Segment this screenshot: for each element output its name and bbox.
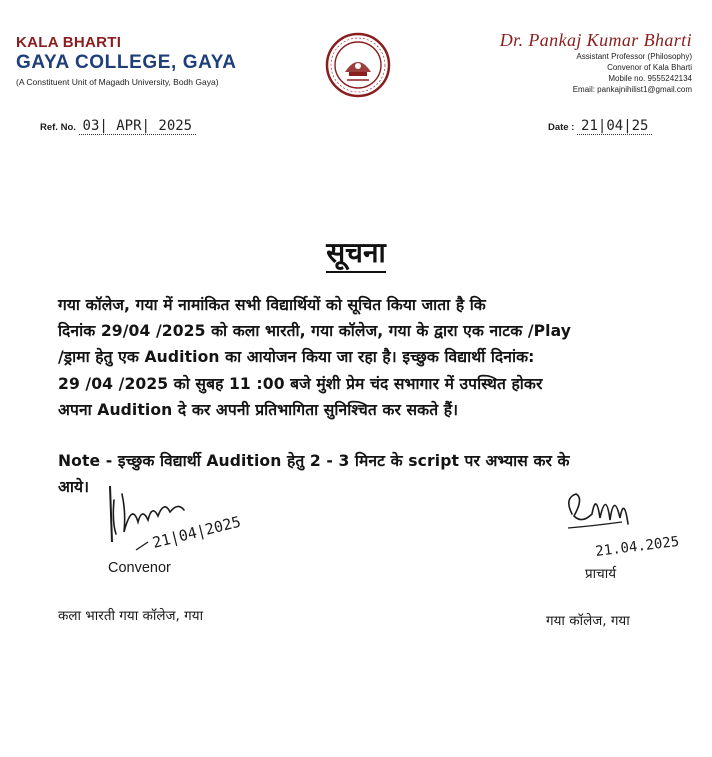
letterhead-convenor	[500, 30, 692, 95]
body-line: 29 /04 /2025 को सुबह 11 :00 बजे मुंशी प्रेम चंद सभागार में उपस्थित होकर	[58, 374, 543, 393]
notice-title-text: सूचना	[326, 236, 386, 273]
org-name-kala-bharti: KALA BHARTI	[16, 34, 122, 51]
convenor-designation: Assistant Professor (Philosophy)	[576, 52, 692, 61]
convenor-name: Dr. Pankaj Kumar Bharti	[499, 30, 692, 50]
note-line: आये।	[58, 478, 90, 497]
ref-value: 03| APR| 2025	[79, 118, 197, 135]
convenor-email: Email: pankajnihilist1@gmail.com	[572, 85, 692, 94]
college-seal-icon	[325, 32, 391, 98]
convenor-signature	[108, 482, 278, 562]
notice-title	[0, 233, 712, 271]
principal-signature	[562, 484, 712, 564]
notice-body	[58, 292, 668, 423]
convenor-label: Convenor	[108, 560, 171, 576]
body-line: गया कॉलेज, गया में नामांकित सभी विद्यार्थियों को सूचित किया जाता है कि	[58, 296, 486, 314]
ref-label: Ref. No.	[40, 122, 76, 133]
letterhead-organization	[16, 34, 237, 87]
date-label: Date :	[548, 122, 575, 133]
body-line: अपना Audition दे कर अपनी प्रतिभागिता सुनिश्चित कर सकते हैं।	[58, 400, 459, 419]
convenor-role: Convenor of Kala Bharti	[607, 63, 692, 72]
kala-bharti-org-label: कला भारती गया कॉलेज, गया	[58, 608, 204, 624]
body-line: /ड्रामा हेतु एक Audition का आयोजन किया जा रहा है। इच्छुक विद्यार्थी दिनांक:	[58, 348, 535, 367]
body-line: दिनांक 29/04 /2025 को कला भारती, गया कॉलेज, गया के द्वारा एक नाटक /Play	[58, 322, 571, 341]
issue-date	[548, 118, 652, 134]
gaya-college-org-label: गया कॉलेज, गया	[546, 613, 630, 629]
note-line: Note - इच्छुक विद्यार्थी Audition हेतु 2 - 3 मिनट के script पर अभ्यास कर के	[58, 452, 570, 470]
date-value: 21|04|25	[577, 118, 652, 135]
convenor-mobile: Mobile no. 9555242134	[608, 74, 692, 83]
convenor-signature-date: 21|04|2025	[150, 512, 243, 552]
principal-label: प्राचार्य	[585, 566, 617, 582]
reference-number	[40, 118, 196, 134]
org-name-gaya-college: GAYA COLLEGE, GAYA	[16, 52, 237, 73]
org-affiliation: (A Constituent Unit of Magadh University, Bodh Gaya)	[16, 77, 219, 87]
principal-signature-date: 21.04.2025	[594, 533, 681, 560]
